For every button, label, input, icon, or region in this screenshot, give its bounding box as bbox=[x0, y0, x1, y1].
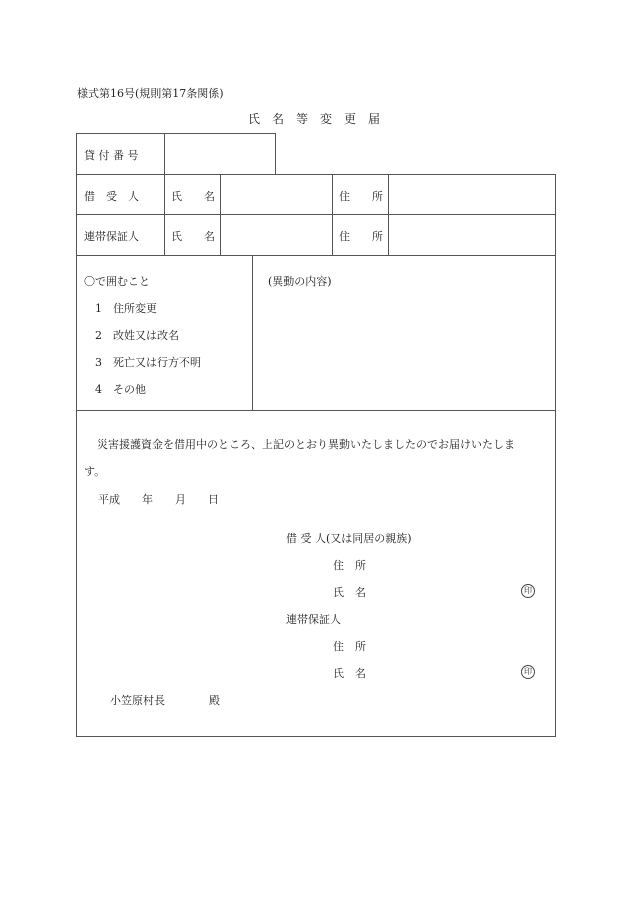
change-option-item[interactable]: 2 改姓又は改名 bbox=[95, 329, 179, 342]
change-option-item[interactable]: 1 住所変更 bbox=[95, 302, 157, 315]
statement-line-1: 災害援護資金を借用中のところ、上記のとおり異動いたしましたのでお届けいたしま bbox=[97, 438, 515, 451]
form-number: 様式第16号(規則第17条関係) bbox=[77, 87, 224, 100]
borrower-signature-heading: 借 受 人(又は同居の親族) bbox=[286, 532, 412, 545]
guarantor-name-field[interactable] bbox=[226, 228, 326, 244]
guarantor-name-label: 氏 名 bbox=[171, 230, 215, 243]
loan-number-field[interactable] bbox=[170, 147, 270, 163]
borrower-seal-icon: 印 bbox=[521, 584, 535, 598]
guarantor-seal-icon: 印 bbox=[521, 665, 535, 679]
borrower-address-field[interactable] bbox=[394, 188, 549, 204]
form-title: 氏 名 等 変 更 届 bbox=[248, 112, 381, 126]
guarantor-signature-name-label: 氏 名 bbox=[333, 667, 366, 680]
borrower-signature-address-label: 住 所 bbox=[333, 559, 366, 572]
borrower-name-field[interactable] bbox=[226, 188, 326, 204]
borrower-name-label: 氏 名 bbox=[171, 190, 215, 203]
guarantor-signature-address-label: 住 所 bbox=[333, 640, 366, 653]
borrower-address-label: 住 所 bbox=[339, 190, 383, 203]
loan-number-label: 貸 付 番 号 bbox=[84, 149, 139, 162]
change-option-item[interactable]: 4 その他 bbox=[95, 383, 146, 396]
change-option-item[interactable]: 3 死亡又は行方不明 bbox=[95, 356, 201, 369]
change-options-instruction: 〇で囲むこと bbox=[84, 275, 150, 288]
guarantor-address-label: 住 所 bbox=[339, 230, 383, 243]
guarantor-label: 連帯保証人 bbox=[84, 230, 139, 243]
addressee: 小笠原村長 殿 bbox=[110, 694, 220, 707]
borrower-signature-name-label: 氏 名 bbox=[333, 586, 366, 599]
guarantor-address-field[interactable] bbox=[394, 228, 549, 244]
date-line: 平成 年 月 日 bbox=[98, 493, 219, 506]
guarantor-signature-heading: 連帯保証人 bbox=[286, 613, 341, 626]
statement-line-2: す。 bbox=[84, 465, 106, 478]
change-details-label: (異動の内容) bbox=[268, 275, 332, 288]
borrower-label: 借 受 人 bbox=[84, 190, 139, 203]
